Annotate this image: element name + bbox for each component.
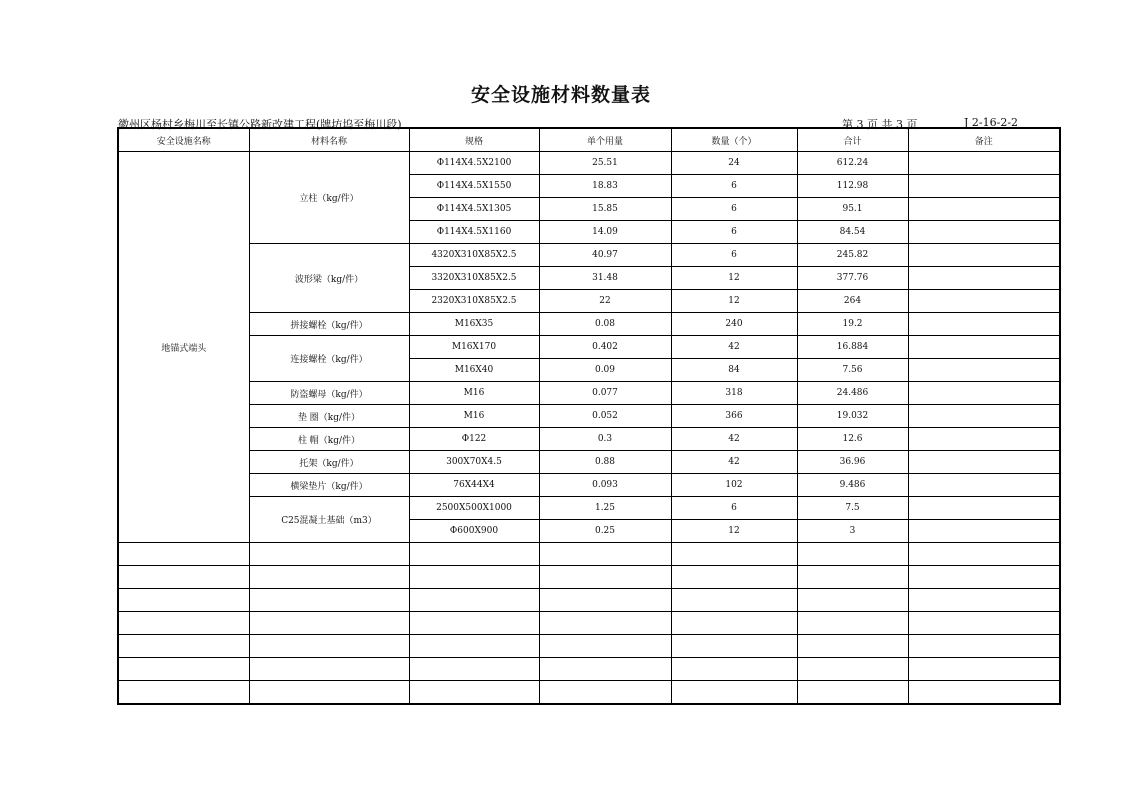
material-name-cell: 防盗螺母（kg/件）: [249, 382, 409, 405]
quantity-cell: 366: [671, 405, 797, 428]
header-row: [118, 128, 1060, 152]
document-title: 安全设施材料数量表: [470, 84, 651, 106]
material-name-cell: 横梁垫片（kg/件）: [249, 474, 409, 497]
empty-cell: [409, 589, 539, 612]
unit-usage-cell: 25.51: [539, 152, 671, 175]
material-name-cell: 立柱（kg/件）: [249, 152, 409, 244]
unit-usage-cell: 18.83: [539, 175, 671, 198]
quantity-cell: 12: [671, 267, 797, 290]
unit-usage-cell: 0.402: [539, 336, 671, 359]
remarks-cell: [908, 520, 1060, 543]
quantity-cell: 240: [671, 313, 797, 336]
empty-cell: [908, 589, 1060, 612]
remarks-cell: [908, 175, 1060, 198]
quantity-cell: 6: [671, 221, 797, 244]
remarks-cell: [908, 428, 1060, 451]
material-name-cell: 波形梁（kg/件）: [249, 244, 409, 313]
table-row: [118, 405, 1060, 428]
empty-cell: [797, 612, 908, 635]
remarks-cell: [908, 451, 1060, 474]
table-row: [118, 152, 1060, 175]
empty-cell: [539, 589, 671, 612]
empty-cell: [118, 635, 249, 658]
empty-cell: [908, 658, 1060, 681]
spec-cell: M16X170: [409, 336, 539, 359]
quantity-cell: 24: [671, 152, 797, 175]
empty-cell: [118, 589, 249, 612]
remarks-cell: [908, 152, 1060, 175]
quantity-cell: 42: [671, 336, 797, 359]
total-cell: 12.6: [797, 428, 908, 451]
table-row: [118, 497, 1060, 520]
empty-cell: [118, 566, 249, 589]
empty-cell: [671, 612, 797, 635]
table-row: [118, 382, 1060, 405]
total-cell: 9.486: [797, 474, 908, 497]
quantity-cell: 6: [671, 497, 797, 520]
empty-cell: [908, 612, 1060, 635]
empty-cell: [797, 566, 908, 589]
empty-cell: [249, 589, 409, 612]
spec-cell: M16: [409, 382, 539, 405]
total-cell: 377.76: [797, 267, 908, 290]
spec-cell: 3320X310X85X2.5: [409, 267, 539, 290]
unit-usage-cell: 0.077: [539, 382, 671, 405]
total-cell: 19.032: [797, 405, 908, 428]
table-row: [118, 313, 1060, 336]
empty-cell: [797, 681, 908, 705]
quantity-cell: 318: [671, 382, 797, 405]
header-quantity: 数量（个）: [671, 128, 797, 152]
empty-row: [118, 681, 1060, 705]
empty-cell: [671, 658, 797, 681]
empty-cell: [249, 681, 409, 705]
material-name-cell: 垫 圈（kg/件）: [249, 405, 409, 428]
header-material: 材料名称: [249, 128, 409, 152]
total-cell: 19.2: [797, 313, 908, 336]
unit-usage-cell: 0.09: [539, 359, 671, 382]
empty-cell: [409, 566, 539, 589]
spec-cell: 300X70X4.5: [409, 451, 539, 474]
unit-usage-cell: 0.25: [539, 520, 671, 543]
remarks-cell: [908, 474, 1060, 497]
spec-cell: 2500X500X1000: [409, 497, 539, 520]
empty-cell: [249, 612, 409, 635]
empty-cell: [539, 566, 671, 589]
total-cell: 7.5: [797, 497, 908, 520]
remarks-cell: [908, 244, 1060, 267]
empty-cell: [797, 635, 908, 658]
empty-row: [118, 658, 1060, 681]
unit-usage-cell: 14.09: [539, 221, 671, 244]
empty-cell: [908, 635, 1060, 658]
table-row: [118, 428, 1060, 451]
empty-cell: [539, 681, 671, 705]
remarks-cell: [908, 336, 1060, 359]
total-cell: 16.884: [797, 336, 908, 359]
unit-usage-cell: 40.97: [539, 244, 671, 267]
material-name-cell: 连接螺栓（kg/件）: [249, 336, 409, 382]
table-row: [118, 244, 1060, 267]
spec-cell: 2320X310X85X2.5: [409, 290, 539, 313]
empty-cell: [249, 658, 409, 681]
page-info: 第 3 页 共 3 页: [842, 118, 918, 131]
empty-cell: [409, 543, 539, 566]
spec-cell: Φ122: [409, 428, 539, 451]
empty-row: [118, 612, 1060, 635]
remarks-cell: [908, 290, 1060, 313]
empty-cell: [249, 543, 409, 566]
empty-cell: [118, 543, 249, 566]
empty-cell: [671, 543, 797, 566]
empty-row: [118, 543, 1060, 566]
empty-cell: [539, 612, 671, 635]
quantity-cell: 6: [671, 198, 797, 221]
quantity-cell: 102: [671, 474, 797, 497]
material-name-cell: 托架（kg/件）: [249, 451, 409, 474]
remarks-cell: [908, 198, 1060, 221]
unit-usage-cell: 15.85: [539, 198, 671, 221]
header-facility: 安全设施名称: [118, 128, 249, 152]
empty-cell: [908, 566, 1060, 589]
unit-usage-cell: 0.3: [539, 428, 671, 451]
material-name-cell: 拼接螺栓（kg/件）: [249, 313, 409, 336]
material-name-cell: 柱 帽（kg/件）: [249, 428, 409, 451]
remarks-cell: [908, 313, 1060, 336]
empty-row: [118, 589, 1060, 612]
empty-cell: [409, 635, 539, 658]
empty-row: [118, 566, 1060, 589]
unit-usage-cell: 0.052: [539, 405, 671, 428]
unit-usage-cell: 1.25: [539, 497, 671, 520]
spec-cell: Φ114X4.5X1305: [409, 198, 539, 221]
empty-cell: [118, 612, 249, 635]
total-cell: 245.82: [797, 244, 908, 267]
spec-cell: Φ600X900: [409, 520, 539, 543]
empty-cell: [118, 681, 249, 705]
spec-cell: Φ114X4.5X1550: [409, 175, 539, 198]
total-cell: 3: [797, 520, 908, 543]
quantity-cell: 12: [671, 290, 797, 313]
empty-cell: [539, 635, 671, 658]
remarks-cell: [908, 382, 1060, 405]
total-cell: 7.56: [797, 359, 908, 382]
empty-cell: [539, 658, 671, 681]
empty-cell: [118, 658, 249, 681]
total-cell: 84.54: [797, 221, 908, 244]
empty-cell: [409, 681, 539, 705]
total-cell: 95.1: [797, 198, 908, 221]
table-row: [118, 336, 1060, 359]
quantity-cell: 6: [671, 175, 797, 198]
project-name: 徽州区杨村乡梅川至长镇公路新改建工程(牌坊坞至梅川段): [118, 118, 402, 131]
header-total: 合计: [797, 128, 908, 152]
empty-cell: [409, 658, 539, 681]
quantity-cell: 42: [671, 428, 797, 451]
empty-cell: [409, 612, 539, 635]
total-cell: 36.96: [797, 451, 908, 474]
empty-cell: [908, 681, 1060, 705]
header-spec: 规格: [409, 128, 539, 152]
materials-table: [117, 127, 1061, 705]
unit-usage-cell: 0.88: [539, 451, 671, 474]
facility-name-cell: 地锚式端头: [118, 152, 249, 543]
total-cell: 24.486: [797, 382, 908, 405]
unit-usage-cell: 22: [539, 290, 671, 313]
total-cell: 112.98: [797, 175, 908, 198]
spec-cell: 76X44X4: [409, 474, 539, 497]
unit-usage-cell: 0.08: [539, 313, 671, 336]
quantity-cell: 6: [671, 244, 797, 267]
quantity-cell: 84: [671, 359, 797, 382]
remarks-cell: [908, 267, 1060, 290]
empty-cell: [797, 543, 908, 566]
spec-cell: Φ114X4.5X1160: [409, 221, 539, 244]
spec-cell: M16X35: [409, 313, 539, 336]
empty-cell: [908, 543, 1060, 566]
header-remarks: 备注: [908, 128, 1060, 152]
remarks-cell: [908, 405, 1060, 428]
spec-cell: M16X40: [409, 359, 539, 382]
table-row: [118, 474, 1060, 497]
empty-cell: [539, 543, 671, 566]
drawing-code: J 2-16-2-2: [964, 116, 1019, 129]
unit-usage-cell: 0.093: [539, 474, 671, 497]
quantity-cell: 42: [671, 451, 797, 474]
empty-cell: [671, 566, 797, 589]
empty-cell: [249, 635, 409, 658]
quantity-cell: 12: [671, 520, 797, 543]
remarks-cell: [908, 221, 1060, 244]
empty-row: [118, 635, 1060, 658]
material-name-cell: C25混凝土基础（m3）: [249, 497, 409, 543]
spec-cell: Φ114X4.5X2100: [409, 152, 539, 175]
unit-usage-cell: 31.48: [539, 267, 671, 290]
header-unit-usage: 单个用量: [539, 128, 671, 152]
empty-cell: [797, 658, 908, 681]
table-row: [118, 451, 1060, 474]
total-cell: 612.24: [797, 152, 908, 175]
empty-cell: [797, 589, 908, 612]
remarks-cell: [908, 359, 1060, 382]
empty-cell: [249, 566, 409, 589]
total-cell: 264: [797, 290, 908, 313]
spec-cell: 4320X310X85X2.5: [409, 244, 539, 267]
empty-cell: [671, 589, 797, 612]
empty-cell: [671, 681, 797, 705]
empty-cell: [671, 635, 797, 658]
remarks-cell: [908, 497, 1060, 520]
spec-cell: M16: [409, 405, 539, 428]
